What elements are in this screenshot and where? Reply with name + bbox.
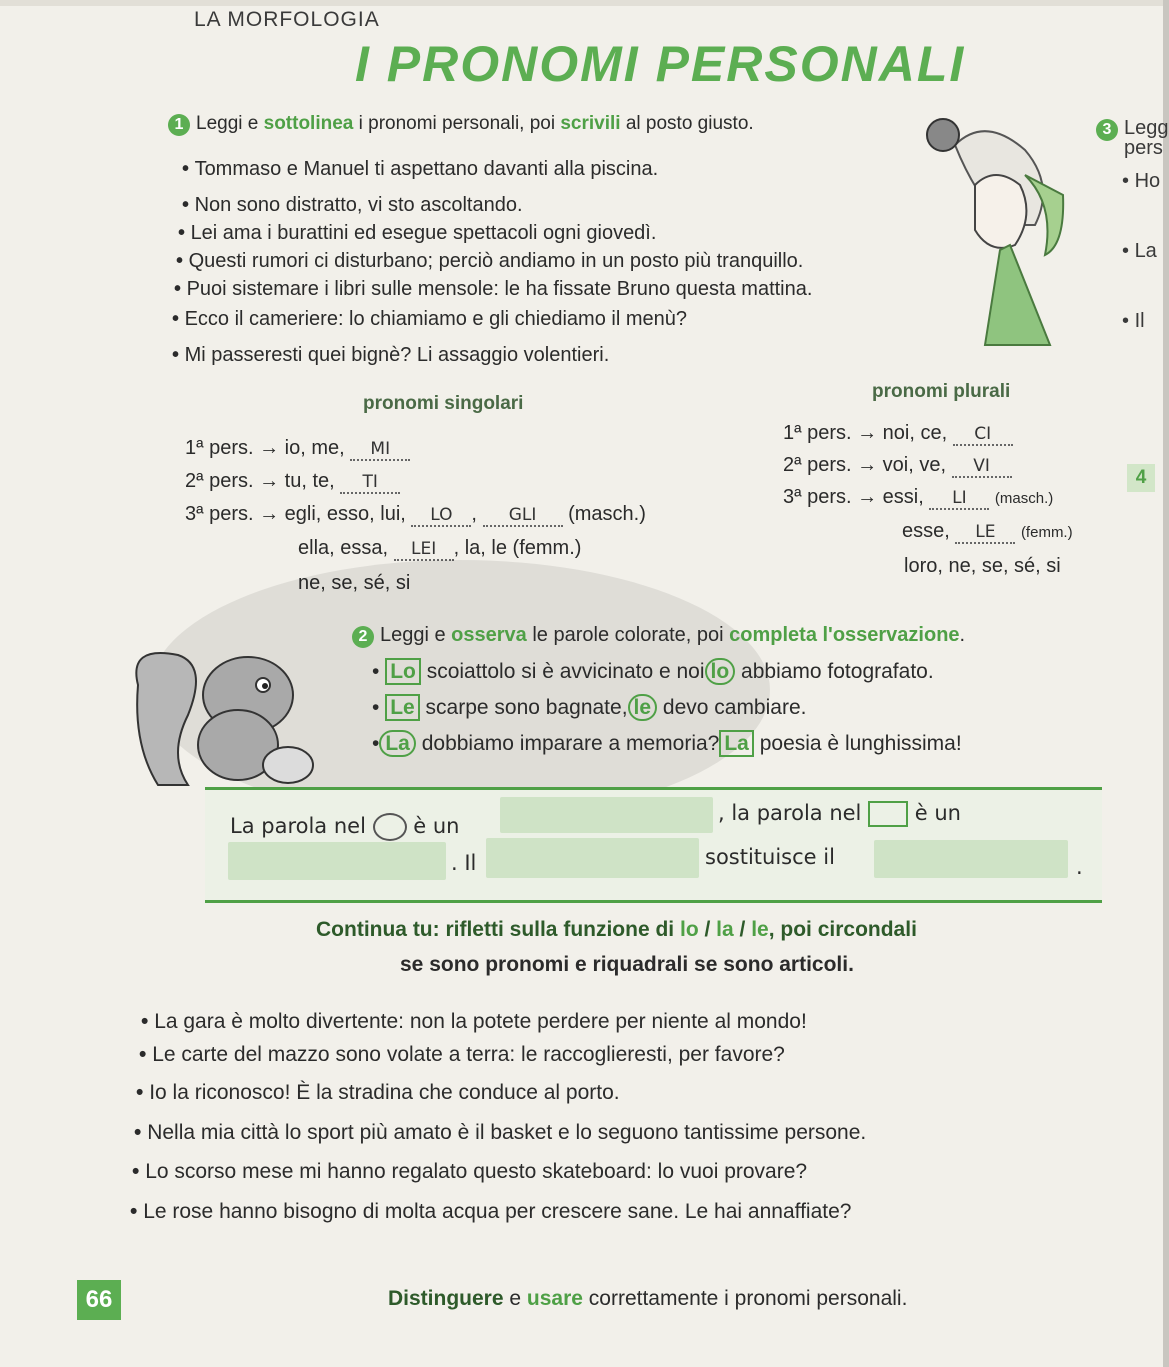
- final-sentence-3: • Io la riconosco! È la stradina che conduce al porto.: [136, 1081, 620, 1105]
- final-sentence-6: • Le rose hanno bisogno di molta acqua per crescere sane. Le hai annaffiate?: [130, 1200, 851, 1224]
- sing-3rd-person-masc: 3ª pers. → egli, esso, lui, LO , GLI (masch.): [185, 503, 646, 525]
- sentence-text: scoiattolo si è avvicinato e noi: [426, 660, 705, 683]
- exercise-number: 3: [1096, 119, 1118, 141]
- page-title: I PRONOMI PERSONALI: [355, 36, 966, 92]
- cont-text: /: [733, 918, 752, 941]
- exercise-1-instruction: [168, 113, 754, 136]
- answer-field[interactable]: TI: [340, 472, 400, 494]
- obs-line-1b: [718, 801, 961, 827]
- footer-text: correttamente i pronomi personali.: [582, 1287, 908, 1310]
- singolari-heading: pronomi singolari: [363, 393, 524, 414]
- right-item: • Il: [1122, 310, 1145, 332]
- plur-3rd-person-other: loro, ne, se, sé, si: [904, 555, 1061, 577]
- cont-keyword: le: [751, 918, 769, 941]
- final-sentence-5: • Lo scorso mese mi hanno regalato questo skateboard: lo vuoi provare?: [132, 1160, 807, 1184]
- cont-text: Continua tu: rifletti sulla funzione di: [316, 918, 680, 941]
- section-label: LA MORFOLOGIA: [194, 8, 380, 31]
- ex2-sentence-3: • La dobbiamo imparare a memoria? La poesia è lunghissima!: [372, 732, 962, 755]
- answer-field[interactable]: VI: [952, 456, 1012, 478]
- blank-field[interactable]: [228, 842, 446, 880]
- instr-text: Leggi e: [196, 113, 264, 134]
- plurali-heading: pronomi plurali: [872, 381, 1011, 402]
- answer-field[interactable]: CI: [953, 424, 1013, 446]
- plur-3rd-person-femm: [902, 520, 1073, 544]
- right-item: • La: [1122, 240, 1157, 262]
- instr-text: Leggi e: [380, 624, 452, 646]
- sentence-3: • Lei ama i burattini ed esegue spettacoli ogni giovedì.: [178, 222, 656, 245]
- fragment-text: Legg: [1124, 117, 1169, 139]
- sentence-6: • Ecco il cameriere: lo chiamiamo e gli chiediamo il menù?: [172, 308, 687, 331]
- ex2-sentence-2: • Le scarpe sono bagnate, le devo cambiare.: [372, 696, 807, 719]
- label: 2ª pers. → tu, te,: [185, 470, 335, 492]
- exercise-number: 1: [168, 114, 190, 136]
- final-sentence-1: • La gara è molto divertente: non la potete perdere per niente al mondo!: [141, 1010, 807, 1034]
- exercise-4-number: 4: [1127, 464, 1155, 492]
- final-sentence-2: • Le carte del mazzo sono volate a terra: le raccoglieresti, per favore?: [139, 1043, 785, 1067]
- exercise-2-instruction: [352, 624, 965, 648]
- obs-line-2b: sostituisce il: [705, 845, 835, 869]
- sentence-5: • Puoi sistemare i libri sulle mensole: le ha fissate Bruno questa mattina.: [174, 278, 812, 301]
- cont-text: , poi circondali: [768, 918, 917, 941]
- right-item: • Ho: [1122, 170, 1161, 192]
- obs-text: , la parola nel: [718, 801, 862, 825]
- fragment-text: La: [1134, 240, 1157, 262]
- sing-2nd-person: [185, 470, 400, 494]
- squirrel-illustration: [128, 645, 328, 795]
- footer-keyword: usare: [526, 1287, 583, 1310]
- instr-keyword: sottolinea: [263, 113, 354, 134]
- sentence-7: • Mi passeresti quei bignè? Li assaggio volentieri.: [172, 344, 609, 367]
- sentence-text: poesia è lunghissima!: [759, 732, 962, 755]
- label: (masch.): [568, 503, 646, 525]
- instr-text: le parole colorate, poi: [526, 624, 730, 646]
- plur-2nd-person: [783, 454, 1012, 478]
- boxed-article: Lo: [385, 658, 421, 685]
- obs-text: è un: [914, 801, 961, 825]
- sentence-text: abbiamo fotografato.: [741, 660, 934, 683]
- puppet-girl-illustration: [915, 115, 1075, 355]
- circled-pronoun: lo: [705, 658, 736, 685]
- final-sentence-4: • Nella mia città lo sport più amato è il basket e lo seguono tantissime persone.: [134, 1121, 866, 1145]
- label: 1ª pers. → io, me,: [185, 437, 345, 459]
- plur-1st-person: [783, 422, 1013, 446]
- continue-instruction-2: se sono pronomi e riquadrali se sono articoli.: [400, 953, 854, 976]
- cont-text: /: [698, 918, 717, 941]
- sentence-text: dobbiamo imparare a memoria?: [421, 732, 720, 755]
- instr-text: .: [959, 624, 966, 646]
- label: esse,: [902, 520, 950, 542]
- square-symbol: [868, 801, 908, 827]
- sing-1st-person: [185, 437, 410, 461]
- blank-field[interactable]: [500, 797, 713, 833]
- answer-field[interactable]: LO: [411, 505, 471, 527]
- cont-keyword: la: [716, 918, 734, 941]
- label: 1ª pers. → noi, ce,: [783, 422, 948, 444]
- footer-keyword: Distinguere: [388, 1287, 504, 1310]
- boxed-article: La: [719, 730, 754, 757]
- answer-field[interactable]: LEI: [394, 539, 454, 561]
- label: ella, essa,: [298, 537, 389, 559]
- cont-keyword: lo: [679, 918, 699, 941]
- label: 3ª pers. → essi,: [783, 486, 924, 508]
- sentence-2: • Non sono distratto, vi sto ascoltando.: [182, 194, 523, 217]
- obs-line-2c: .: [1076, 855, 1083, 879]
- sing-3rd-person-other: ne, se, sé, si: [298, 572, 411, 594]
- answer-field[interactable]: LE: [955, 522, 1015, 544]
- instr-text: i pronomi personali, poi: [353, 113, 561, 134]
- sentence-text: scarpe sono bagnate,: [425, 696, 628, 719]
- obs-text: è un: [413, 814, 460, 838]
- sentence-text: devo cambiare.: [662, 696, 807, 719]
- label: (masch.): [994, 490, 1054, 507]
- sentence-4: • Questi rumori ci disturbano; perciò andiamo in un posto più tranquillo.: [176, 250, 803, 273]
- label: , la, le (femm.): [453, 537, 582, 559]
- answer-field[interactable]: LI: [929, 488, 989, 510]
- plur-3rd-person-masc: [783, 486, 1053, 510]
- fragment-text: Il: [1134, 310, 1145, 332]
- circled-pronoun: le: [628, 694, 658, 721]
- blank-field[interactable]: [486, 838, 699, 878]
- sing-3rd-person-femm: [298, 537, 581, 561]
- exercise-number: 2: [352, 626, 374, 648]
- circled-pronoun: La: [379, 730, 416, 757]
- label: (femm.): [1020, 524, 1073, 541]
- sentence-1: • Tommaso e Manuel ti aspettano davanti alla piscina.: [182, 158, 658, 181]
- footer-objective: [388, 1287, 907, 1311]
- instr-keyword: completa l'osservazione: [729, 624, 960, 646]
- obs-line-1: [230, 813, 460, 841]
- instr-text: al posto giusto.: [620, 113, 754, 134]
- ex2-sentence-1: • Lo scoiattolo si è avvicinato e noi lo abbiamo fotografato.: [372, 660, 934, 683]
- obs-text: La parola nel: [230, 814, 366, 838]
- continue-instruction: [316, 918, 917, 942]
- circle-symbol: [373, 813, 407, 841]
- answer-field[interactable]: GLI: [483, 505, 563, 527]
- label: 2ª pers. → voi, ve,: [783, 454, 947, 476]
- footer-text: e: [503, 1287, 527, 1310]
- instr-keyword: osserva: [451, 624, 527, 646]
- blank-field[interactable]: [874, 840, 1068, 878]
- boxed-article: Le: [385, 694, 420, 721]
- top-band: [0, 0, 1163, 6]
- page-number: 66: [77, 1280, 121, 1320]
- obs-line-2a: . Il: [451, 851, 477, 875]
- label: 3ª pers. → egli, esso, lui,: [185, 503, 406, 525]
- fragment-text: Ho: [1134, 170, 1161, 192]
- instr-keyword: scrivili: [560, 113, 621, 134]
- exercise-3-fragment-2: pers: [1124, 137, 1163, 159]
- answer-field[interactable]: MI: [350, 439, 410, 461]
